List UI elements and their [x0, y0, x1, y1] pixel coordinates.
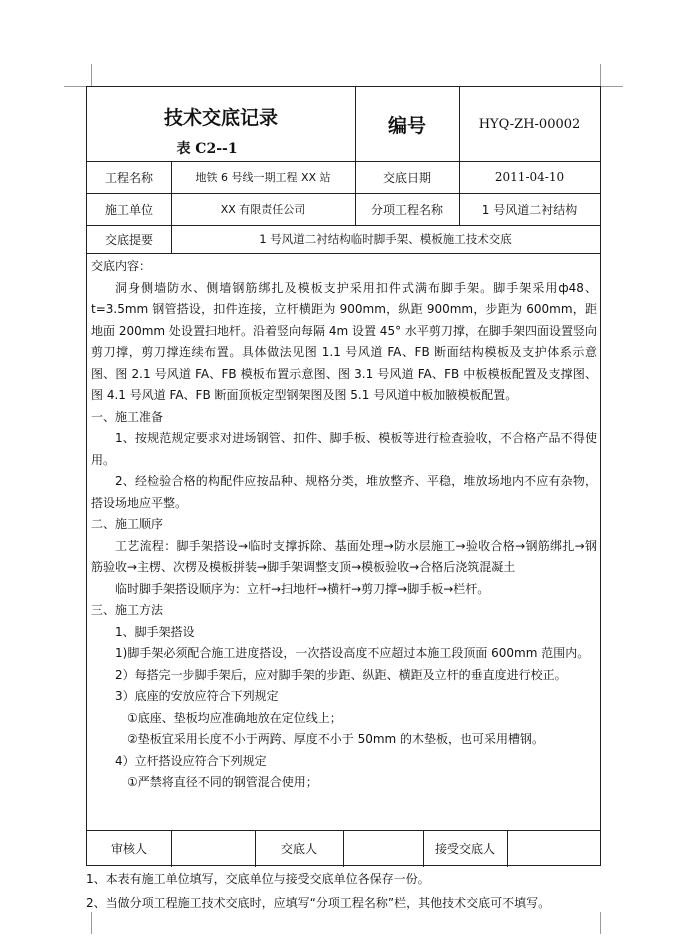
discloser-field[interactable]	[343, 830, 423, 867]
receiver-field[interactable]	[507, 830, 600, 867]
paragraph: 洞身侧墙防水、侧墙钢筋绑扎及模板支护采用扣件式满布脚手架。脚手架采用ф48、t=3.5mm 钢管搭设，扣件连接，立杆横距为 900mm，纵距 900mm，步距为 600mm，距地面 200mm 处设置扫地杆。沿着竖向每隔 4m 设置 45° 水平剪刀撑，在脚手架四面设置竖向剪刀撑，剪刀撑连续布置。具体做法见图 1.1 号风道 FA、FB 断面结构模板及支护体系示意图、图 2.1 号风道 FA、FB 模板布置示意图、图 3.1 号风道 FA、FB 中板模板配置及支撑图、图 4.1 号风道 FA、FB 断面顶板定型钢架图及图 5.1 号风道中板加腋模板配置。	[91, 280, 597, 402]
project-value: 地铁 6 号线一期工程 XX 站	[195, 171, 331, 184]
list-item: ②垫板宜采用长度不小于两跨、厚度不小于 50mm 的木垫板，也可采用槽钢。	[127, 732, 545, 746]
footnote: 2、当做分项工程施工技术交底时，应填写“分项工程名称”栏，其他技术交底可不填写。	[86, 896, 551, 910]
sub-project-value: 1 号风道二衬结构	[481, 202, 578, 217]
paragraph: 2、经检验合格的构配件应按品种、规格分类，堆放整齐、平稳，堆放场地内不应有杂物，搭设场地应平整。	[91, 474, 597, 510]
paragraph: 临时脚手架搭设顺序为：立杆→扫地杆→横杆→剪刀撑→脚手板→栏杆。	[115, 581, 490, 596]
section-heading: 一、施工准备	[91, 409, 164, 424]
form-title: 技术交底记录	[163, 106, 278, 129]
summary-label: 交底提要	[104, 232, 153, 247]
content-heading: 交底内容：	[91, 259, 152, 273]
crop-mark	[600, 64, 601, 86]
date-value: 2011-04-10	[494, 170, 565, 184]
footnotes	[86, 867, 606, 915]
crop-mark	[91, 64, 92, 86]
paragraph: 1、按规范规定要求对进场钢管、扣件、脚手板、模板等进行检查验收，不合格产品不得使用。	[91, 431, 597, 467]
receiver-label: 接受交底人	[434, 842, 495, 856]
project-label: 工程名称	[104, 170, 153, 185]
number-label: 编号	[387, 114, 426, 137]
summary-value: 1 号风道二衬结构临时脚手架、模板施工技术交底	[259, 232, 512, 246]
section-heading: 二、施工顺序	[91, 517, 164, 531]
form-code: 表 C2--1	[176, 141, 238, 157]
list-item: 1、脚手架搭设	[115, 624, 195, 639]
date-label: 交底日期	[382, 170, 431, 185]
list-item: ①严禁将直径不同的钢管混合使用；	[127, 775, 318, 789]
reviewer-label: 审核人	[110, 842, 147, 856]
crop-mark	[91, 912, 92, 934]
section-heading: 三、施工方法	[91, 603, 164, 617]
list-item: 1)脚手架必须配合施工进度搭设，一次搭设高度不应超过本施工段顶面 600mm 范围内。	[115, 646, 590, 660]
paragraph: 工艺流程：脚手架搭设→临时支撑拆除、基面处理→防水层施工→验收合格→钢筋绑扎→钢筋验收→主楞、次楞及模板拼装→脚手架调整支顶→模板验收→合格后浇筑混凝土	[91, 538, 597, 574]
content-area	[87, 253, 600, 830]
crop-mark	[601, 86, 623, 87]
list-item: 2）每搭完一步脚手架后，应对脚手架的步距、纵距、横距及立杆的垂直度进行校正。	[115, 667, 567, 682]
footnote: 1、本表有施工单位填写，交底单位与接受交底单位各保存一份。	[86, 872, 430, 886]
sub-project-label: 分项工程名称	[370, 202, 443, 217]
unit-label: 施工单位	[104, 202, 153, 217]
discloser-label: 交底人	[280, 842, 317, 856]
unit-value: XX 有限责任公司	[220, 203, 306, 216]
disclosure-form	[86, 86, 601, 866]
list-item: ①底座、垫板均应准确地放在定位线上；	[127, 710, 342, 725]
number-value: HYQ-ZH-00002	[478, 116, 581, 132]
list-item: 3）底座的安放应符合下列规定	[115, 689, 279, 703]
reviewer-field[interactable]	[171, 830, 255, 867]
crop-mark	[64, 86, 86, 87]
list-item: 4）立杆搭设应符合下列规定	[115, 753, 267, 768]
crop-mark	[600, 912, 601, 934]
